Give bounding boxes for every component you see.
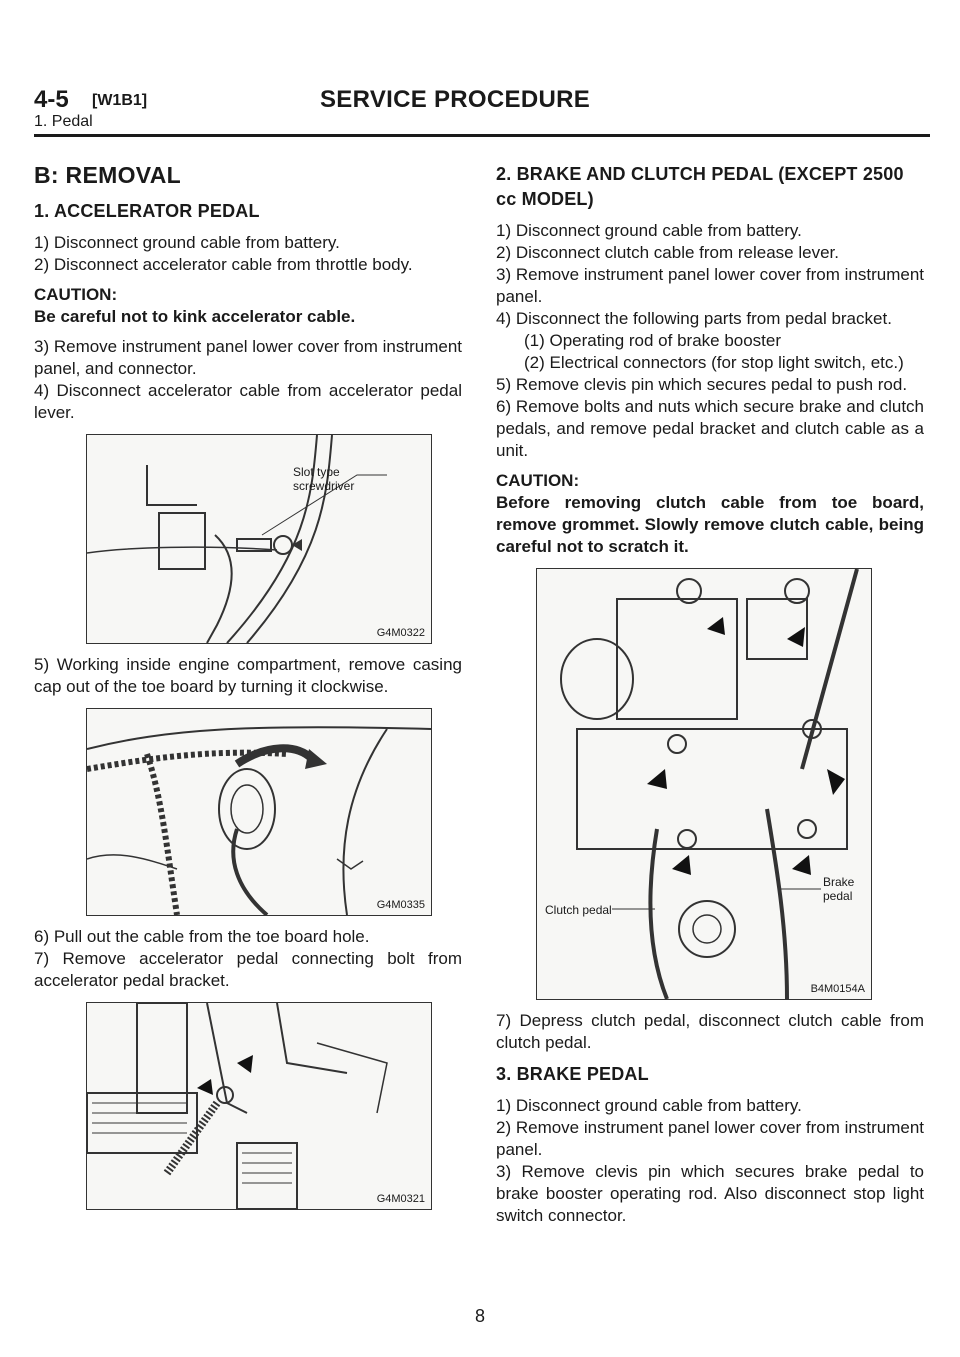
figure-g4m0321 bbox=[86, 1002, 432, 1210]
step-text: 3) Remove instrument panel lower cover from instrument panel. bbox=[496, 265, 924, 306]
left-column bbox=[34, 162, 462, 1220]
step-text: 2) Remove instrument panel lower cover from instrument panel. bbox=[496, 1118, 924, 1159]
figure-label: G4M0335 bbox=[376, 899, 425, 911]
accelerator-bolt-illustration bbox=[87, 1003, 431, 1209]
right-column bbox=[496, 162, 924, 1227]
caution-text: Be careful not to kink accelerator cable. bbox=[34, 307, 356, 326]
step-text: 5) Remove clevis pin which secures pedal to push rod. bbox=[496, 375, 908, 394]
step-text: 2) Disconnect accelerator cable from throttle body. bbox=[34, 255, 413, 274]
figure-g4m0335 bbox=[86, 708, 432, 916]
figure-label: G4M0322 bbox=[376, 627, 425, 639]
screwdriver-illustration bbox=[87, 435, 431, 643]
page-number: 8 bbox=[474, 1306, 485, 1326]
figure-label: B4M0154A bbox=[810, 983, 865, 995]
section-title: SERVICE PROCEDURE bbox=[320, 86, 591, 113]
step-text: 6) Pull out the cable from the toe board hole. bbox=[34, 927, 370, 946]
section-code: [W1B1] bbox=[92, 92, 148, 109]
step-text: 1) Disconnect ground cable from battery. bbox=[496, 1096, 802, 1115]
caution-title: CAUTION: bbox=[496, 471, 580, 490]
subsection-title: 1. Pedal bbox=[34, 113, 93, 130]
section-number: 4-5 bbox=[34, 86, 69, 113]
figure-b4m0154a bbox=[536, 568, 872, 1000]
page-header bbox=[34, 86, 930, 138]
step-text: 6) Remove bolts and nuts which secure brake and clutch pedals, and remove pedal bracket and clutch cable as a unit. bbox=[496, 397, 924, 460]
caution-text: Before removing clutch cable from toe board, remove grommet. Slowly remove clutch cable, being careful not to scratch it. bbox=[496, 493, 924, 556]
caution-title: CAUTION: bbox=[34, 285, 118, 304]
step-text: 4) Disconnect the following parts from pedal bracket. bbox=[496, 309, 892, 328]
brake-clutch-pedal-heading: 2. BRAKE AND CLUTCH PEDAL (EXCEPT 2500 cc MODEL) bbox=[496, 164, 904, 209]
pedal-bracket-illustration bbox=[537, 569, 871, 999]
step-text: 4) Disconnect accelerator cable from accelerator pedal lever. bbox=[34, 381, 462, 422]
screwdriver-callout: Slot type screwdriver bbox=[293, 465, 355, 493]
figure-label: G4M0321 bbox=[376, 1193, 425, 1205]
brake-pedal-heading: 3. BRAKE PEDAL bbox=[496, 1064, 649, 1084]
step-text: 7) Remove accelerator pedal connecting bolt from accelerator pedal bracket. bbox=[34, 949, 462, 990]
step-text: 2) Disconnect clutch cable from release lever. bbox=[496, 243, 839, 262]
removal-heading: B: REMOVAL bbox=[34, 162, 181, 188]
clutch-pedal-callout: Clutch pedal bbox=[545, 903, 612, 917]
step-text: 5) Working inside engine compartment, remove casing cap out of the toe board by turning it clockwise. bbox=[34, 655, 462, 696]
step-text: 1) Disconnect ground cable from battery. bbox=[496, 221, 802, 240]
brake-pedal-callout: Brake pedal bbox=[823, 875, 855, 903]
step-text: 3) Remove clevis pin which secures brake pedal to brake booster operating rod. Also disconnect stop light switch connector. bbox=[496, 1162, 924, 1225]
casing-cap-illustration bbox=[87, 709, 431, 915]
substep-text: (2) Electrical connectors (for stop light switch, etc.) bbox=[524, 353, 904, 372]
figure-g4m0322 bbox=[86, 434, 432, 644]
substep-text: (1) Operating rod of brake booster bbox=[524, 331, 782, 350]
header-rule bbox=[34, 134, 930, 137]
step-text: 7) Depress clutch pedal, disconnect clutch cable from clutch pedal. bbox=[496, 1011, 924, 1052]
accelerator-pedal-heading: 1. ACCELERATOR PEDAL bbox=[34, 201, 260, 221]
step-text: 3) Remove instrument panel lower cover from instrument panel, and connector. bbox=[34, 337, 462, 378]
step-text: 1) Disconnect ground cable from battery. bbox=[34, 233, 340, 252]
